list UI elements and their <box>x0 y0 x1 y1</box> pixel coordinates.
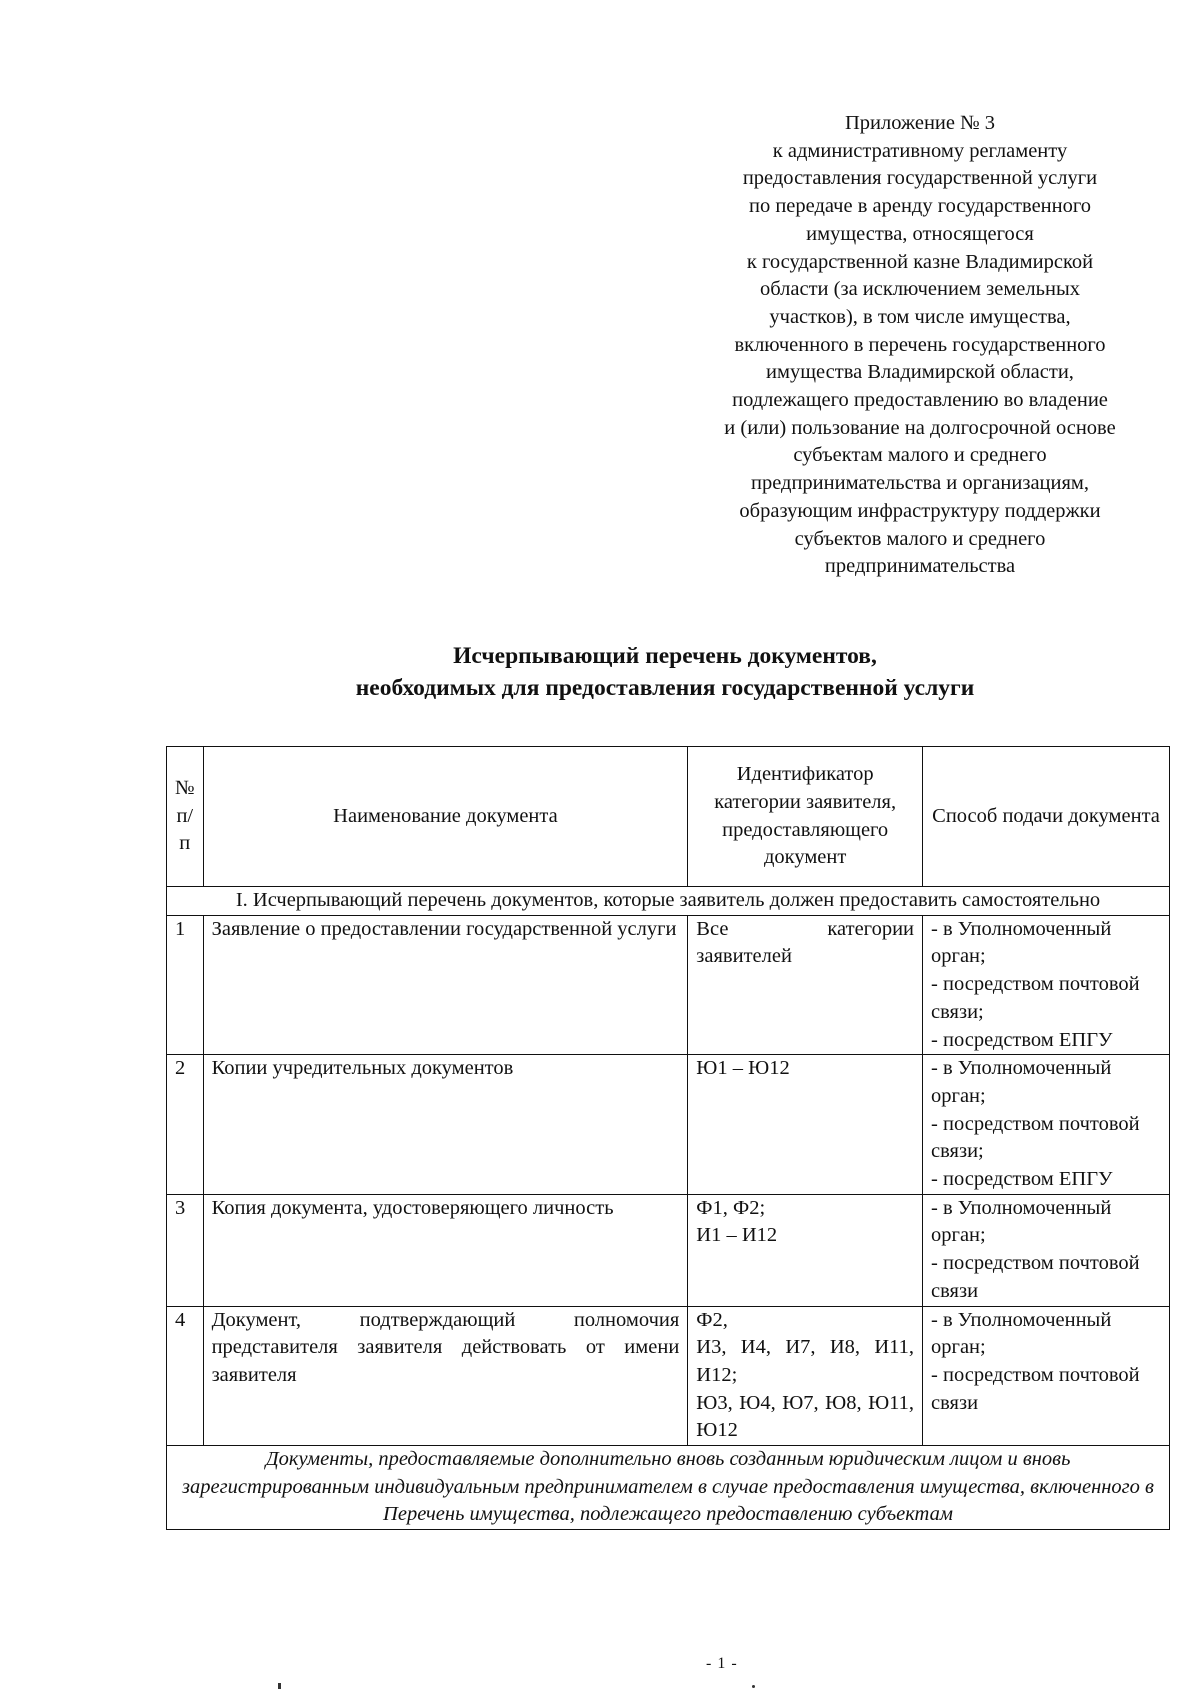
document-name: Копия документа, удостоверяющего личность <box>203 1194 688 1306</box>
appendix-line: к административному регламенту <box>772 139 1068 162</box>
title-line-1: Исчерпывающий перечень документов, <box>453 643 877 669</box>
documents-table <box>166 746 1170 1530</box>
id-line: Ф2, <box>696 1308 728 1331</box>
appendix-line: имущества, относящегося <box>806 222 1034 245</box>
document-name: Заявление о предоставлении государственной услуги <box>203 915 688 1055</box>
applicant-id <box>688 1306 923 1446</box>
header-way: Способ подачи документа <box>923 747 1170 887</box>
appendix-line: по передаче в аренду государственного <box>748 195 1092 218</box>
submission-method <box>923 1306 1170 1446</box>
appendix-line: к государственной казне Владимирской <box>746 250 1094 273</box>
method-line: - посредством почтовой связи; <box>931 1112 1140 1163</box>
id-line: Ю3, Ю4, Ю7, Ю8, Ю11, Ю12 <box>696 1391 915 1442</box>
section-row <box>167 1446 1170 1530</box>
scan-artifact <box>278 1683 281 1689</box>
id-line: И1 – И12 <box>696 1224 778 1247</box>
row-number: 1 <box>167 915 204 1055</box>
method-line: - посредством ЕПГУ <box>931 1028 1113 1051</box>
submission-method <box>923 1194 1170 1306</box>
appendix-line: подлежащего предоставлению во владение <box>732 389 1108 412</box>
header-id: Идентификатор категории заявителя, предоставляющего документ <box>688 747 923 887</box>
applicant-id: Все категории заявителей <box>688 915 923 1055</box>
method-line: - в Уполномоченный орган; <box>931 917 1112 968</box>
section-heading: I. Исчерпывающий перечень документов, которые заявитель должен предоставить самостоятельно <box>167 887 1170 916</box>
method-line: - в Уполномоченный орган; <box>931 1196 1112 1247</box>
document-name: Копии учредительных документов <box>203 1055 688 1195</box>
applicant-id: Ю1 – Ю12 <box>688 1055 923 1195</box>
title-line-2: необходимых для предоставления государственной услуги <box>355 675 975 701</box>
appendix-line: предпринимательства и организациям, <box>750 472 1090 495</box>
applicant-id <box>688 1194 923 1306</box>
scan-artifact <box>752 1685 755 1688</box>
table-row <box>167 1306 1170 1446</box>
appendix-line: и (или) пользование на долгосрочной основе <box>724 416 1116 439</box>
section-row <box>167 887 1170 916</box>
appendix-line: включенного в перечень государственного <box>734 333 1106 356</box>
table-row <box>167 915 1170 1055</box>
method-line: - в Уполномоченный орган; <box>931 1308 1112 1359</box>
method-line: - в Уполномоченный орган; <box>931 1057 1112 1107</box>
table-row <box>167 1194 1170 1306</box>
appendix-line: Приложение № 3 <box>844 112 996 134</box>
submission-method <box>923 915 1170 1055</box>
row-number: 4 <box>167 1306 204 1446</box>
document-name: Документ, подтверждающий полномочия представителя заявителя действовать от имени заявителя <box>203 1306 688 1446</box>
id-line: И3, И4, И7, И8, И11, И12; <box>696 1336 915 1386</box>
page-number: - 1 - <box>706 1655 738 1672</box>
appendix-line: предпринимательства <box>824 555 1016 578</box>
appendix-line: субъектам малого и среднего <box>793 444 1047 467</box>
row-number: 3 <box>167 1194 204 1306</box>
row-number: 2 <box>167 1055 204 1195</box>
method-line: - посредством ЕПГУ <box>931 1168 1113 1191</box>
id-line: Ф1, Ф2; <box>696 1196 766 1219</box>
appendix-line: имущества Владимирской области, <box>766 361 1074 384</box>
header-name: Наименование документа <box>203 747 688 887</box>
table-header-row <box>167 747 1170 887</box>
header-num: № п/п <box>167 747 204 887</box>
method-line: - посредством почтовой связи <box>931 1252 1140 1302</box>
method-line: - посредством почтовой связи <box>931 1363 1140 1414</box>
appendix-line: образующим инфраструктуру поддержки <box>739 499 1101 522</box>
appendix-header <box>680 110 1160 581</box>
table-row <box>167 1055 1170 1195</box>
document-title <box>150 640 1180 704</box>
appendix-line: предоставления государственной услуги <box>742 167 1098 190</box>
section-heading: Документы, предоставляемые дополнительно вновь созданным юридическим лицом и вновь зарегистрированным индивидуальным предпринимателем в случае предоставления имущества, включенного в Перечень имущества, подлежащего предоставлению субъектам <box>167 1446 1170 1530</box>
method-line: - посредством почтовой связи; <box>931 973 1140 1023</box>
appendix-line: области (за исключением земельных <box>760 278 1080 301</box>
submission-method <box>923 1055 1170 1195</box>
appendix-line: участков), в том числе имущества, <box>769 305 1071 328</box>
appendix-line: субъектов малого и среднего <box>794 527 1046 550</box>
